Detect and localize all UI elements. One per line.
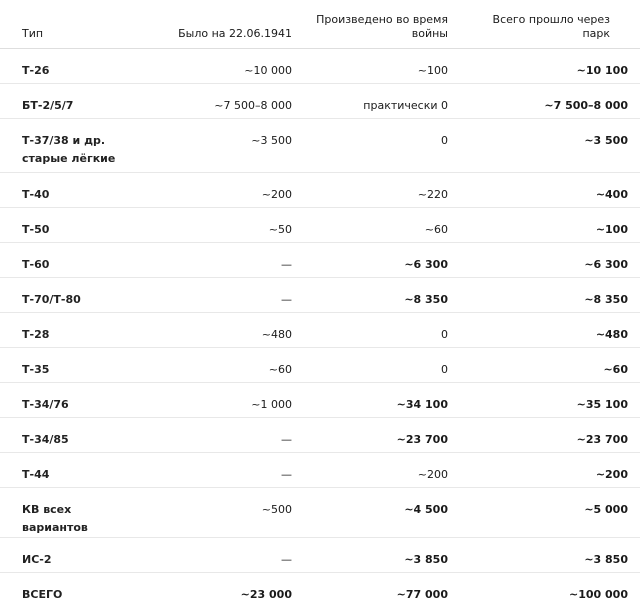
cell-prewar: ~7 500–8 000 bbox=[170, 84, 300, 119]
cell-total: ~200 bbox=[456, 453, 640, 488]
cell-total: ~7 500–8 000 bbox=[456, 84, 640, 119]
cell-produced: ~200 bbox=[300, 453, 456, 488]
cell-produced: ~3 850 bbox=[300, 538, 456, 573]
cell-produced: ~34 100 bbox=[300, 383, 456, 418]
cell-produced: 0 bbox=[300, 348, 456, 383]
cell-prewar: ~23 000 bbox=[240, 588, 292, 601]
table-row bbox=[0, 84, 640, 119]
cell-produced: ~8 350 bbox=[300, 278, 456, 313]
header-prewar: Было на 22.06.1941 bbox=[170, 0, 300, 49]
cell-produced: ~60 bbox=[300, 208, 456, 243]
cell-produced: 0 bbox=[300, 119, 456, 173]
table-row bbox=[0, 348, 640, 383]
cell-prewar: ~500 bbox=[170, 488, 300, 538]
table-row bbox=[0, 49, 640, 84]
cell-prewar: ~1 000 bbox=[170, 383, 300, 418]
cell-type: ВСЕГО bbox=[22, 588, 63, 601]
cell-total: ~400 bbox=[456, 173, 640, 208]
cell-produced: ~4 500 bbox=[300, 488, 456, 538]
cell-total: ~10 100 bbox=[456, 49, 640, 84]
cell-total: ~3 850 bbox=[456, 538, 640, 573]
header-row bbox=[0, 0, 640, 49]
table-body bbox=[0, 49, 640, 608]
cell-prewar: ~50 bbox=[170, 208, 300, 243]
cell-type: Т-26 bbox=[0, 49, 170, 84]
table-row bbox=[0, 453, 640, 488]
cell-type: Т-60 bbox=[0, 243, 170, 278]
cell-total: ~60 bbox=[456, 348, 640, 383]
table-row bbox=[0, 418, 640, 453]
cell-prewar: — bbox=[170, 243, 300, 278]
cell-prewar: — bbox=[170, 278, 300, 313]
cell-type: Т-37/38 и др. старые лёгкие bbox=[0, 119, 170, 173]
cell-total: ~480 bbox=[456, 313, 640, 348]
table-row bbox=[0, 538, 640, 573]
header-produced: Произведено во время войны bbox=[300, 0, 456, 49]
cell-prewar: ~3 500 bbox=[170, 119, 300, 173]
table-row bbox=[0, 383, 640, 418]
cell-type: Т-34/85 bbox=[0, 418, 170, 453]
table-row bbox=[0, 208, 640, 243]
table-header bbox=[0, 0, 640, 49]
cell-total: ~5 000 bbox=[456, 488, 640, 538]
cell-type: Т-35 bbox=[0, 348, 170, 383]
table-row bbox=[0, 243, 640, 278]
table-row bbox=[0, 173, 640, 208]
table-row bbox=[0, 119, 640, 173]
header-total: Всего прошло через парк bbox=[456, 0, 640, 49]
cell-total: ~8 350 bbox=[456, 278, 640, 313]
cell-type: КВ всех вариантов bbox=[0, 488, 170, 538]
cell-type: ИС-2 bbox=[0, 538, 170, 573]
table-row bbox=[0, 488, 640, 538]
cell-type: БТ-2/5/7 bbox=[0, 84, 170, 119]
cell-prewar: — bbox=[170, 538, 300, 573]
cell-total: ~6 300 bbox=[456, 243, 640, 278]
cell-prewar: — bbox=[170, 453, 300, 488]
cell-type: Т-28 bbox=[0, 313, 170, 348]
header-type: Тип bbox=[0, 0, 170, 49]
cell-produced: практически 0 bbox=[300, 84, 456, 119]
cell-prewar: — bbox=[170, 418, 300, 453]
cell-type: Т-50 bbox=[0, 208, 170, 243]
cell-prewar: ~480 bbox=[170, 313, 300, 348]
cell-type: Т-70/Т-80 bbox=[0, 278, 170, 313]
table-row-total bbox=[0, 573, 640, 608]
table-row bbox=[0, 278, 640, 313]
cell-prewar: ~10 000 bbox=[170, 49, 300, 84]
cell-total: ~23 700 bbox=[456, 418, 640, 453]
cell-produced: ~220 bbox=[300, 173, 456, 208]
cell-produced: ~6 300 bbox=[300, 243, 456, 278]
cell-produced: ~23 700 bbox=[300, 418, 456, 453]
cell-total: ~3 500 bbox=[456, 119, 640, 173]
cell-type: Т-40 bbox=[0, 173, 170, 208]
cell-produced: 0 bbox=[300, 313, 456, 348]
cell-type: Т-44 bbox=[0, 453, 170, 488]
cell-type: Т-34/76 bbox=[0, 383, 170, 418]
cell-total: ~100 bbox=[456, 208, 640, 243]
cell-produced: ~77 000 bbox=[396, 588, 448, 601]
cell-produced: ~100 bbox=[300, 49, 456, 84]
cell-prewar: ~60 bbox=[170, 348, 300, 383]
cell-total: ~35 100 bbox=[456, 383, 640, 418]
cell-prewar: ~200 bbox=[170, 173, 300, 208]
table-row bbox=[0, 313, 640, 348]
cell-total: ~100 000 bbox=[569, 588, 628, 601]
